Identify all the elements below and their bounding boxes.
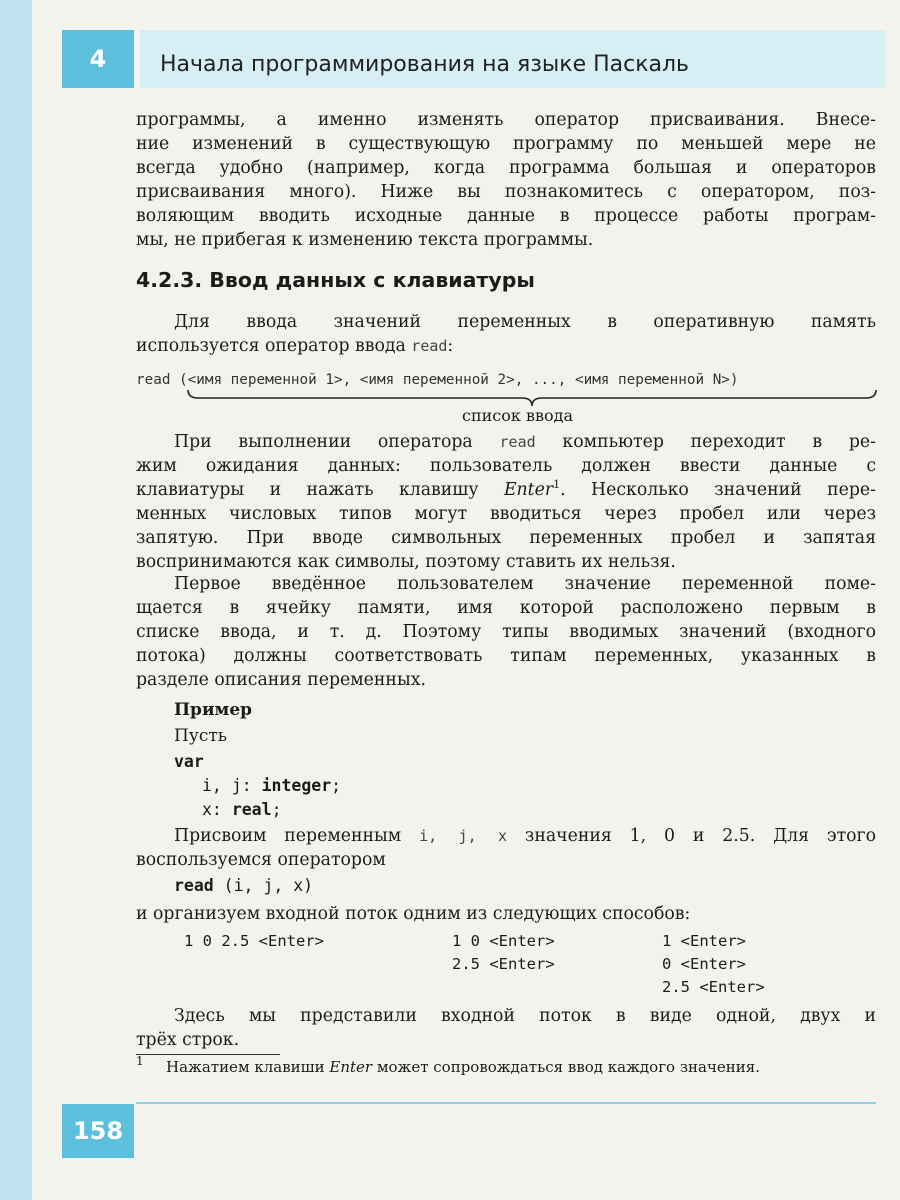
text-line	[136, 824, 876, 848]
footnote-rule	[136, 1054, 280, 1055]
text-fragment: может сопровождаться ввод каждого значения.	[372, 1058, 760, 1076]
chapter-number: 4	[89, 45, 107, 73]
running-header-title: Начала программирования на языке Паскаль	[160, 52, 690, 77]
text-line: запятую. При вводе символьных переменных пробел и запятая	[136, 528, 876, 548]
stream-line: 1 <Enter>	[662, 932, 746, 950]
text-fragment: 1, 0 и 2.5	[629, 826, 750, 846]
code-fragment: (i, j, x)	[213, 876, 314, 895]
text-fragment: компьютер переходит в ре-	[535, 432, 876, 452]
text-line: жим ожидания данных: пользователь должен ввести данные с	[136, 456, 876, 476]
text-fragment: используется оператор ввода	[136, 336, 412, 356]
text-line	[136, 430, 876, 454]
code-read-keyword: read	[174, 876, 214, 895]
stream-line: 2.5 <Enter>	[452, 955, 555, 973]
text-line: воспринимаются как символы, поэтому ставить их нельзя.	[136, 552, 676, 572]
footnote-text	[166, 1058, 760, 1076]
text-line: Здесь мы представили входной поток в виде одной, двух и	[174, 1006, 876, 1026]
text-line: разделе описания переменных.	[136, 670, 426, 690]
code-read: read	[411, 337, 448, 355]
code-read: read	[499, 433, 536, 451]
text-fragment: значения	[507, 826, 630, 846]
stream-line: 1 0 2.5 <Enter>	[184, 932, 324, 950]
code-fragment: x:	[202, 800, 232, 819]
text-fragment: При выполнении оператора	[174, 432, 500, 452]
text-fragment: . Несколько значений пере-	[560, 480, 876, 500]
code-fragment: i, j:	[202, 776, 262, 795]
page-number: 158	[72, 1117, 124, 1145]
footnote-number: 1	[136, 1054, 144, 1068]
text-fragment: клавиатуры и нажать клавишу	[136, 480, 504, 500]
page-left-strip	[0, 0, 32, 1200]
chapter-number-box	[62, 30, 134, 88]
read-syntax: read (<имя переменной 1>, <имя переменной 2>, ..., <имя переменной N>)	[136, 372, 739, 388]
code-var: var	[174, 752, 204, 771]
code-fragment: ;	[331, 776, 342, 795]
bottom-rule	[136, 1102, 876, 1104]
code-type-real: real	[231, 800, 272, 819]
text-line: воляющим вводить исходные данные в процессе работы програм-	[136, 206, 876, 226]
code-vars: i, j, x	[419, 827, 508, 845]
text-line: мы, не прибегая к изменению текста программы.	[136, 230, 594, 250]
organize-line: и организуем входной поток одним из следующих способов:	[136, 904, 691, 924]
input-list-label: список ввода	[462, 406, 574, 425]
page-number-box	[62, 1104, 134, 1158]
text-fragment: Присвоим переменным	[174, 826, 420, 846]
stream-line: 0 <Enter>	[662, 955, 746, 973]
code-decl-real	[202, 798, 282, 822]
text-line: щается в ячейку памяти, имя которой расположено первым в	[136, 598, 876, 618]
stream-line: 1 0 <Enter>	[452, 932, 555, 950]
text-line: Для ввода значений переменных в оперативную память	[174, 312, 876, 332]
example-heading: Пример	[174, 700, 253, 720]
stream-line: 2.5 <Enter>	[662, 978, 765, 996]
input-list-brace	[186, 388, 878, 408]
text-fragment: . Для этого	[749, 826, 876, 846]
text-fragment: :	[447, 336, 454, 356]
text-line: менных числовых типов могут вводиться через пробел или через	[136, 504, 876, 524]
example-let: Пусть	[174, 726, 228, 746]
text-line	[136, 334, 876, 358]
text-line: ние изменений в существующую программу по меньшей мере не	[136, 134, 876, 154]
code-decl-integer	[202, 774, 341, 798]
section-heading: 4.2.3. Ввод данных с клавиатуры	[136, 268, 535, 292]
text-line: потока) должны соответствовать типам переменных, указанных в	[136, 646, 876, 666]
text-line	[136, 478, 876, 502]
text-line: всегда удобно (например, когда программа большая и операторов	[136, 158, 876, 178]
text-line: трёх строк.	[136, 1030, 240, 1050]
text-line: Первое введённое пользователем значение переменной поме-	[174, 574, 876, 594]
key-enter: Enter	[329, 1058, 373, 1076]
text-fragment: Нажатием клавиши	[166, 1058, 330, 1076]
code-read-call	[174, 874, 313, 898]
footnote-ref: 1	[553, 478, 561, 492]
key-enter: Enter	[503, 480, 554, 500]
text-line: списке ввода, и т. д. Поэтому типы вводимых значений (входного	[136, 622, 876, 642]
text-line: воспользуемся оператором	[136, 850, 386, 870]
text-line: программы, а именно изменять оператор присваивания. Внесе-	[136, 110, 876, 130]
code-type-integer: integer	[261, 776, 332, 795]
text-line: присваивания много). Ниже вы познакомитесь с оператором, поз-	[136, 182, 876, 202]
code-fragment: ;	[271, 800, 282, 819]
